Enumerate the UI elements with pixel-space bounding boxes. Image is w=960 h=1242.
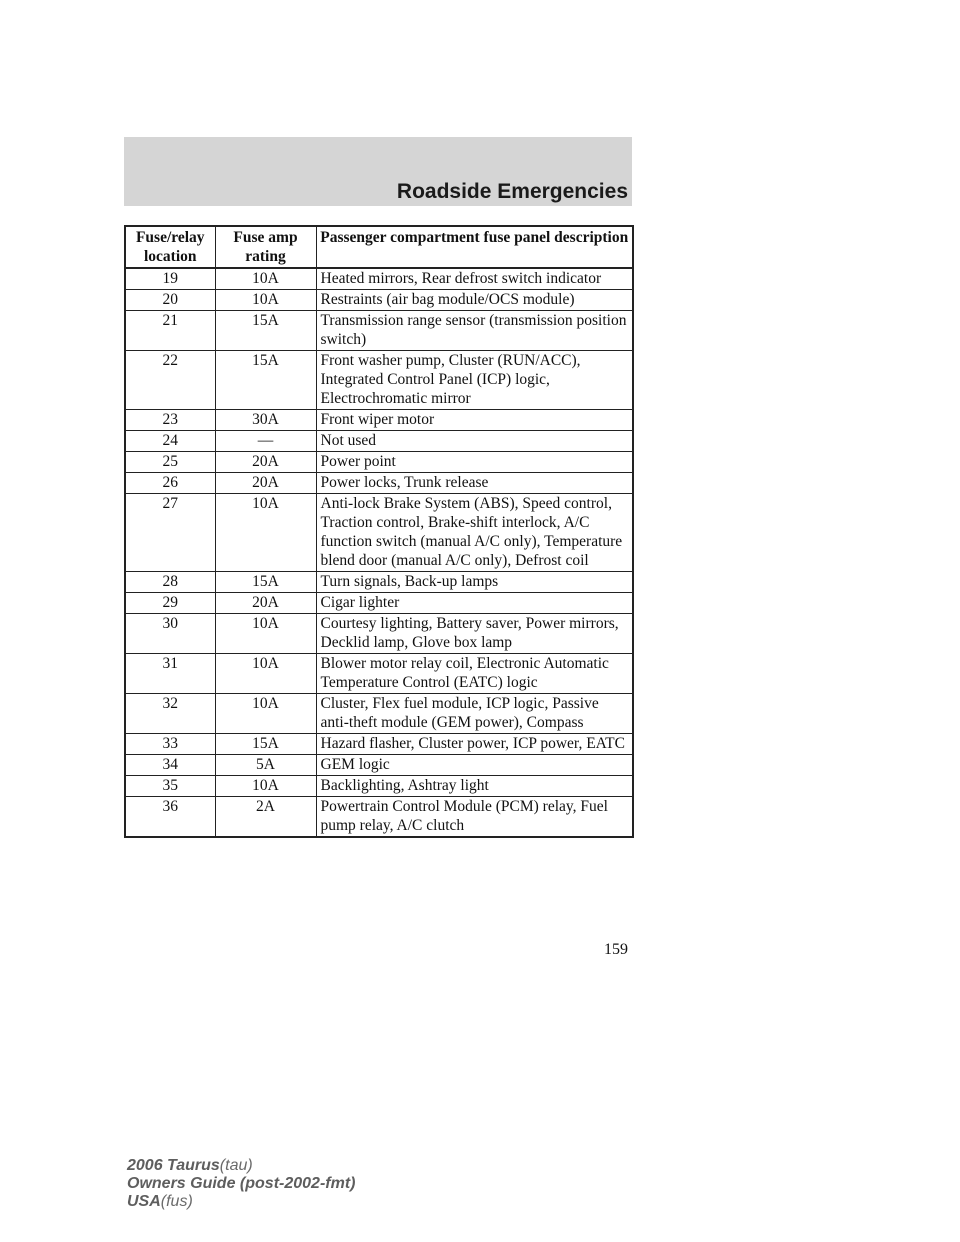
fuse-rating: 10A (215, 776, 316, 797)
fuse-rating: 20A (215, 593, 316, 614)
footer-model-name: 2006 Taurus (127, 1157, 220, 1174)
fuse-rating: 10A (215, 614, 316, 654)
footer-model-code: (tau) (219, 1157, 253, 1174)
footer-guide-name: Owners Guide (post-2002-fmt) (127, 1175, 356, 1192)
fuse-location: 23 (125, 410, 215, 431)
fuse-rating: 15A (215, 351, 316, 410)
table-row (125, 734, 633, 755)
fuse-description: Cigar lighter (316, 593, 633, 614)
fuse-location: 28 (125, 572, 215, 593)
table-row (125, 776, 633, 797)
fuse-location: 26 (125, 473, 215, 494)
table-row (125, 351, 633, 410)
fuse-location: 24 (125, 431, 215, 452)
fuse-rating: 10A (215, 694, 316, 734)
table-row (125, 410, 633, 431)
table-row (125, 654, 633, 694)
column-header-rating: Fuse amp rating (215, 226, 316, 268)
fuse-description: Restraints (air bag module/OCS module) (316, 290, 633, 311)
fuse-description: Courtesy lighting, Battery saver, Power mirrors, Decklid lamp, Glove box lamp (316, 614, 633, 654)
fuse-description: Power point (316, 452, 633, 473)
fuse-location: 36 (125, 797, 215, 838)
fuse-description: Hazard flasher, Cluster power, ICP power, EATC (316, 734, 633, 755)
fuse-rating: 20A (215, 452, 316, 473)
fuse-rating: 10A (215, 290, 316, 311)
fuse-location: 21 (125, 311, 215, 351)
fuse-rating: 5A (215, 755, 316, 776)
fuse-location: 32 (125, 694, 215, 734)
table-row (125, 755, 633, 776)
fuse-rating: 10A (215, 654, 316, 694)
column-header-location: Fuse/relay location (125, 226, 215, 268)
fuse-rating: 10A (215, 494, 316, 572)
table-row (125, 268, 633, 290)
fuse-description: Backlighting, Ashtray light (316, 776, 633, 797)
table-header-row (125, 226, 633, 268)
fuse-location: 19 (125, 268, 215, 290)
fuse-rating: 20A (215, 473, 316, 494)
fuse-description: Cluster, Flex fuel module, ICP logic, Passive anti-theft module (GEM power), Compass (316, 694, 633, 734)
fuse-table (124, 225, 634, 838)
fuse-rating: 15A (215, 311, 316, 351)
fuse-description: Transmission range sensor (transmission position switch) (316, 311, 633, 351)
fuse-rating: 10A (215, 268, 316, 290)
fuse-location: 33 (125, 734, 215, 755)
table-row (125, 452, 633, 473)
table-row (125, 694, 633, 734)
fuse-location: 25 (125, 452, 215, 473)
fuse-description: Front washer pump, Cluster (RUN/ACC), Integrated Control Panel (ICP) logic, Electrochromatic mirror (316, 351, 633, 410)
fuse-description: Turn signals, Back-up lamps (316, 572, 633, 593)
fuse-description: Heated mirrors, Rear defrost switch indicator (316, 268, 633, 290)
table-row (125, 311, 633, 351)
section-title: Roadside Emergencies (396, 180, 628, 203)
footer-market-name: USA (127, 1193, 161, 1210)
fuse-location: 35 (125, 776, 215, 797)
column-header-description: Passenger compartment fuse panel description (316, 226, 633, 268)
table-row (125, 473, 633, 494)
table-row (125, 614, 633, 654)
fuse-rating: 15A (215, 734, 316, 755)
fuse-location: 20 (125, 290, 215, 311)
fuse-location: 34 (125, 755, 215, 776)
section-header-band (124, 137, 632, 206)
table-row (125, 431, 633, 452)
fuse-location: 22 (125, 351, 215, 410)
table-row (125, 797, 633, 838)
fuse-location: 29 (125, 593, 215, 614)
fuse-description: Blower motor relay coil, Electronic Automatic Temperature Control (EATC) logic (316, 654, 633, 694)
table-row (125, 593, 633, 614)
footer-line-market (127, 1193, 355, 1211)
table-row (125, 572, 633, 593)
fuse-description: Powertrain Control Module (PCM) relay, Fuel pump relay, A/C clutch (316, 797, 633, 838)
fuse-location: 27 (125, 494, 215, 572)
footer-line-model (127, 1157, 355, 1175)
fuse-rating: 30A (215, 410, 316, 431)
table-row (125, 290, 633, 311)
fuse-location: 31 (125, 654, 215, 694)
fuse-rating: 15A (215, 572, 316, 593)
page-number: 159 (604, 941, 628, 958)
document-footer (127, 1157, 355, 1211)
fuse-rating: — (215, 431, 316, 452)
footer-line-guide (127, 1175, 355, 1193)
fuse-description: Anti-lock Brake System (ABS), Speed control, Traction control, Brake-shift interlock, A/C function switch (manual A/C only), Temperature blend door (manual A/C only), Defrost coil (316, 494, 633, 572)
fuse-description: Not used (316, 431, 633, 452)
fuse-description: GEM logic (316, 755, 633, 776)
fuse-location: 30 (125, 614, 215, 654)
fuse-description: Power locks, Trunk release (316, 473, 633, 494)
fuse-rating: 2A (215, 797, 316, 838)
fuse-description: Front wiper motor (316, 410, 633, 431)
footer-market-code: (fus) (160, 1193, 193, 1210)
table-row (125, 494, 633, 572)
